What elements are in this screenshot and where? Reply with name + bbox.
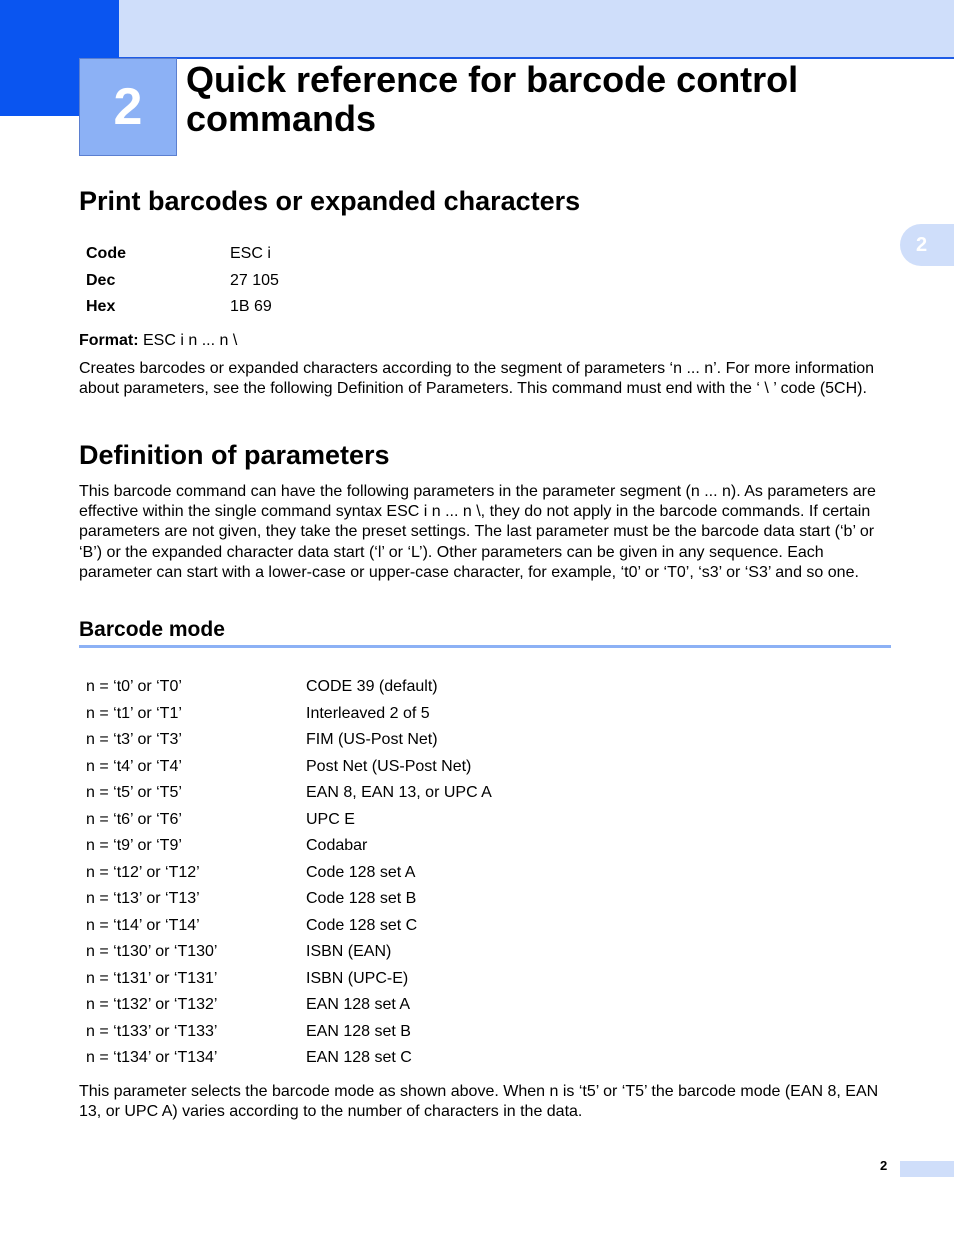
chapter-number-box: 2 <box>79 58 177 156</box>
mode-value: Post Net (US-Post Net) <box>306 757 472 775</box>
mode-param: n = ‘t13’ or ‘T13’ <box>86 890 200 908</box>
mode-value: ISBN (EAN) <box>306 943 392 961</box>
mode-value: EAN 128 set C <box>306 1049 412 1067</box>
mode-row <box>86 860 492 887</box>
hex-row <box>86 294 279 321</box>
section-heading-print-barcodes: Print barcodes or expanded characters <box>79 186 581 216</box>
footer-bar <box>900 1161 954 1177</box>
mode-value: Codabar <box>306 837 368 855</box>
mode-value: UPC E <box>306 810 355 828</box>
format-label: Format: <box>79 332 139 349</box>
mode-row <box>86 727 492 754</box>
mode-row <box>86 833 492 860</box>
mode-param: n = ‘t131’ or ‘T131’ <box>86 969 218 987</box>
barcode-mode-note: This parameter selects the barcode mode as shown above. When n is ‘t5’ or ‘T5’ the barcode mode (EAN 8, EAN 13, or UPC A) varies according to the number of characters in the data. <box>79 1083 879 1121</box>
header-band <box>119 0 954 59</box>
chapter-title: Quick reference for barcode control commands <box>186 59 799 139</box>
mode-row <box>86 754 492 781</box>
mode-row <box>86 966 492 993</box>
hex-value: 1B 69 <box>230 298 272 316</box>
mode-value: FIM (US-Post Net) <box>306 731 438 749</box>
dec-label: Dec <box>86 271 116 289</box>
mode-param: n = ‘t130’ or ‘T130’ <box>86 943 218 961</box>
mode-value: Code 128 set B <box>306 890 417 908</box>
mode-value: EAN 128 set B <box>306 1022 411 1040</box>
mode-param: n = ‘t5’ or ‘T5’ <box>86 784 182 802</box>
mode-value: Code 128 set C <box>306 916 418 934</box>
dec-value: 27 105 <box>230 271 279 289</box>
mode-value: CODE 39 (default) <box>306 678 438 696</box>
format-value: ESC i n ... n \ <box>138 332 238 349</box>
mode-value: Interleaved 2 of 5 <box>306 704 430 722</box>
mode-param: n = ‘t133’ or ‘T133’ <box>86 1022 218 1040</box>
mode-row <box>86 886 492 913</box>
command-description: Creates barcodes or expanded characters according to the segment of parameters ‘n ... n’. For more information about parameters, see the following Definition of Parameters. This command must end with the ‘ \ ’ code (5CH). <box>79 360 875 398</box>
code-value: ESC i <box>230 245 271 263</box>
subsection-heading-barcode-mode: Barcode mode <box>79 618 225 641</box>
mode-param: n = ‘t9’ or ‘T9’ <box>86 837 182 855</box>
mode-value: EAN 8, EAN 13, or UPC A <box>306 784 492 802</box>
mode-param: n = ‘t134’ or ‘T134’ <box>86 1049 218 1067</box>
mode-row <box>86 807 492 834</box>
mode-row <box>86 913 492 940</box>
mode-row <box>86 701 492 728</box>
mode-row <box>86 939 492 966</box>
code-label: Code <box>86 245 126 263</box>
code-row <box>86 241 279 268</box>
mode-value: Code 128 set A <box>306 863 416 881</box>
barcode-mode-table <box>86 674 492 1072</box>
mode-row <box>86 1019 492 1046</box>
mode-value: EAN 128 set A <box>306 996 411 1014</box>
mode-row <box>86 1045 492 1072</box>
mode-value: ISBN (UPC-E) <box>306 969 409 987</box>
command-code-table <box>86 241 279 321</box>
mode-param: n = ‘t4’ or ‘T4’ <box>86 757 182 775</box>
mode-param: n = ‘t3’ or ‘T3’ <box>86 731 182 749</box>
hex-label: Hex <box>86 298 116 316</box>
mode-param: n = ‘t6’ or ‘T6’ <box>86 810 182 828</box>
definition-body: This barcode command can have the following parameters in the parameter segment (n ... n). As parameters are effective within the single command syntax ESC i n ... n \, they do not apply in the barcode commands. If certain parameters are not given, they take the preset settings. The last parameter must be the barcode data start (‘b’ or ‘B’) or the expanded character data start (‘l’ or ‘L’). Other parameters can be given in any sequence. Each parameter can start with a lower-case or upper-case character, for example, ‘t0’ or ‘T0’, ‘s3’ or ‘S3’ and so one. <box>79 483 876 581</box>
mode-row <box>86 674 492 701</box>
mode-row <box>86 992 492 1019</box>
mode-row <box>86 780 492 807</box>
section-heading-definition: Definition of parameters <box>79 440 390 470</box>
mode-param: n = ‘t132’ or ‘T132’ <box>86 996 218 1014</box>
mode-param: n = ‘t14’ or ‘T14’ <box>86 916 200 934</box>
mode-param: n = ‘t1’ or ‘T1’ <box>86 704 182 722</box>
chapter-side-tab: 2 <box>900 224 954 266</box>
mode-param: n = ‘t12’ or ‘T12’ <box>86 863 200 881</box>
mode-param: n = ‘t0’ or ‘T0’ <box>86 678 182 696</box>
dec-row <box>86 268 279 295</box>
format-line <box>79 331 894 351</box>
page-number: 2 <box>880 1158 888 1173</box>
heading-rule <box>79 645 891 648</box>
